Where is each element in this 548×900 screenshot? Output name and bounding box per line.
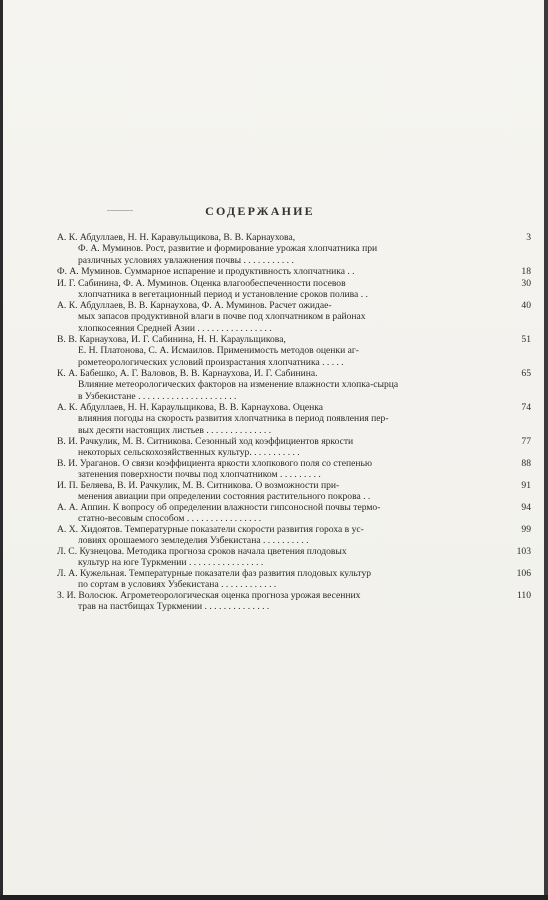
toc-entry-line: И. П. Беляева, В. И. Рачкулик, М. В. Ситникова. О возможности при-	[57, 480, 340, 491]
toc-entry-line: влияния погоды на скорость развития хлопчатника в период появления пер-	[78, 413, 389, 425]
toc-entry	[57, 568, 531, 591]
toc-entry-line: И. Г. Сабинина, Ф. А. Муминов. Оценка влагообеспеченности посевов	[57, 278, 346, 289]
toc-entry-line: В. И. Ураганов. О связи коэффициента яркости хлопкового поля со степенью	[57, 458, 373, 469]
toc-entry-line: менения авиации при определении состояния растительного покрова . .	[78, 491, 371, 503]
toc-page-number: 65	[521, 368, 531, 379]
toc-entry	[57, 266, 531, 277]
toc-entry-line: А. К. Абдуллаев, В. В. Карнаухова, Ф. А. Муминов. Расчет ожидае-	[57, 300, 332, 311]
scan-edge-left	[0, 0, 3, 900]
toc-entry	[57, 368, 531, 402]
toc-page-number: 40	[521, 300, 531, 311]
toc-entry	[57, 334, 531, 368]
toc-entry-line: хлопчатника в вегетационный период и установление сроков полива . .	[78, 289, 368, 301]
toc-page-number: 18	[521, 266, 531, 277]
toc-page-number: 3	[526, 232, 531, 243]
toc-entry-line: В. В. Карнаухова, И. Г. Сабинина, Н. Н. Караульщикова,	[57, 334, 286, 345]
toc-entry-line: Е. Н. Платонова, С. А. Исмаилов. Применимость методов оценки аг-	[78, 345, 359, 357]
toc-entry	[57, 278, 531, 301]
toc-entry-line: статно-весовым способом . . . . . . . . . . . . . . . .	[78, 513, 262, 525]
toc-entry	[57, 502, 531, 525]
toc-entry-line: А. А. Аппин. К вопросу об определении влажности гипсоносной почвы термо-	[57, 502, 381, 513]
toc-entry	[57, 546, 531, 569]
toc-page-number: 77	[521, 436, 531, 447]
toc-entry-line: Л. А. Кужельная. Температурные показатели фаз развития плодовых культур	[57, 568, 372, 579]
toc-entry-line: некоторых сельскохозяйственных культур. . . . . . . . . . .	[78, 447, 300, 459]
toc-page-number: 106	[516, 568, 531, 579]
toc-entry-line: ловиях орошаемого земледелия Узбекистана . . . . . . . . . .	[78, 535, 309, 547]
scan-edge-right	[544, 0, 548, 900]
toc-page-number: 51	[521, 334, 531, 345]
toc-entry-line: А. К. Абдуллаев, Н. Н. Караульщикова, В. В. Карнаухова. Оценка	[57, 402, 324, 413]
toc-entry-line: вых десяти настоящих листьев . . . . . . . . . . . . . .	[78, 424, 272, 436]
toc-page-number: 94	[521, 502, 531, 513]
toc-entry-line: К. А. Бабешко, А. Г. Валовов, В. В. Карнаухова, И. Г. Сабинина.	[57, 368, 318, 379]
toc-entry-line: затенения поверхности почвы под хлопчатником . . . . . . . . .	[78, 469, 321, 481]
toc-page-number: 110	[516, 590, 531, 601]
toc-entry-line: Ф. А. Муминов. Рост, развитие и формирование урожая хлопчатника при	[78, 243, 378, 255]
toc-entry-line: культур на юге Туркмении . . . . . . . . . . . . . . . .	[78, 557, 264, 569]
toc-entry	[57, 524, 531, 547]
toc-page-number: 30	[521, 278, 531, 289]
toc-entry-line: А. К. Абдуллаев, Н. Н. Каравульщикова, В. В. Карнаухова,	[57, 232, 296, 243]
scan-edge-bottom	[0, 895, 548, 900]
toc-entry-line: по сортам в условиях Узбекистана . . . . . . . . . . . .	[78, 579, 277, 591]
toc-entry-line: В. И. Рачкулик, М. В. Ситникова. Сезонный ход коэффициентов яркости	[57, 436, 354, 447]
toc-entry-line: мых запасов продуктивной влаги в почве под хлопчатником в районах	[78, 311, 366, 323]
toc-entry-line: Влияние метеорологических факторов на изменение влажности хлопка-сырца	[78, 379, 399, 391]
toc-page-number: 88	[521, 458, 531, 469]
toc-entry	[57, 300, 531, 334]
toc-page-number: 74	[521, 402, 531, 413]
toc-entry	[57, 232, 531, 266]
toc-entry	[57, 480, 531, 503]
toc-entry-line: З. И. Волосюк. Агрометеорологическая оценка прогноза урожая весенних	[57, 590, 361, 601]
toc-entry	[57, 590, 531, 613]
toc-entry-line: в Узбекистане . . . . . . . . . . . . . . . . . . . . .	[78, 390, 237, 402]
toc-entry-line: различных условиях увлажнения почвы . . . . . . . . . . .	[78, 254, 294, 266]
toc-entry-line: А. Х. Хидоятов. Температурные показатели скорости развития гороха в ус-	[57, 524, 364, 535]
toc-entry-line: трав на пастбищах Туркмении . . . . . . . . . . . . . .	[78, 601, 270, 613]
toc-entry	[57, 436, 531, 459]
toc-entry-line: рометеорологических условий произрастания хлопчатника . . . . .	[78, 356, 344, 368]
toc-entry-line: Ф. А. Муминов. Суммарное испарение и продуктивность хлопчатника . .	[57, 266, 355, 277]
toc-entry-line: Л. С. Кузнецова. Методика прогноза сроков начала цветения плодовых	[57, 546, 347, 557]
toc-entry-line: хлопкосеяния Средней Азии . . . . . . . . . . . . . . . .	[78, 322, 272, 334]
toc-page-number: 99	[521, 524, 531, 535]
page-title: СОДЕРЖАНИЕ	[205, 204, 315, 218]
toc-page-number: 91	[521, 480, 531, 491]
toc-page-number: 103	[516, 546, 531, 557]
toc-entry	[57, 402, 531, 436]
toc-entry	[57, 458, 531, 481]
